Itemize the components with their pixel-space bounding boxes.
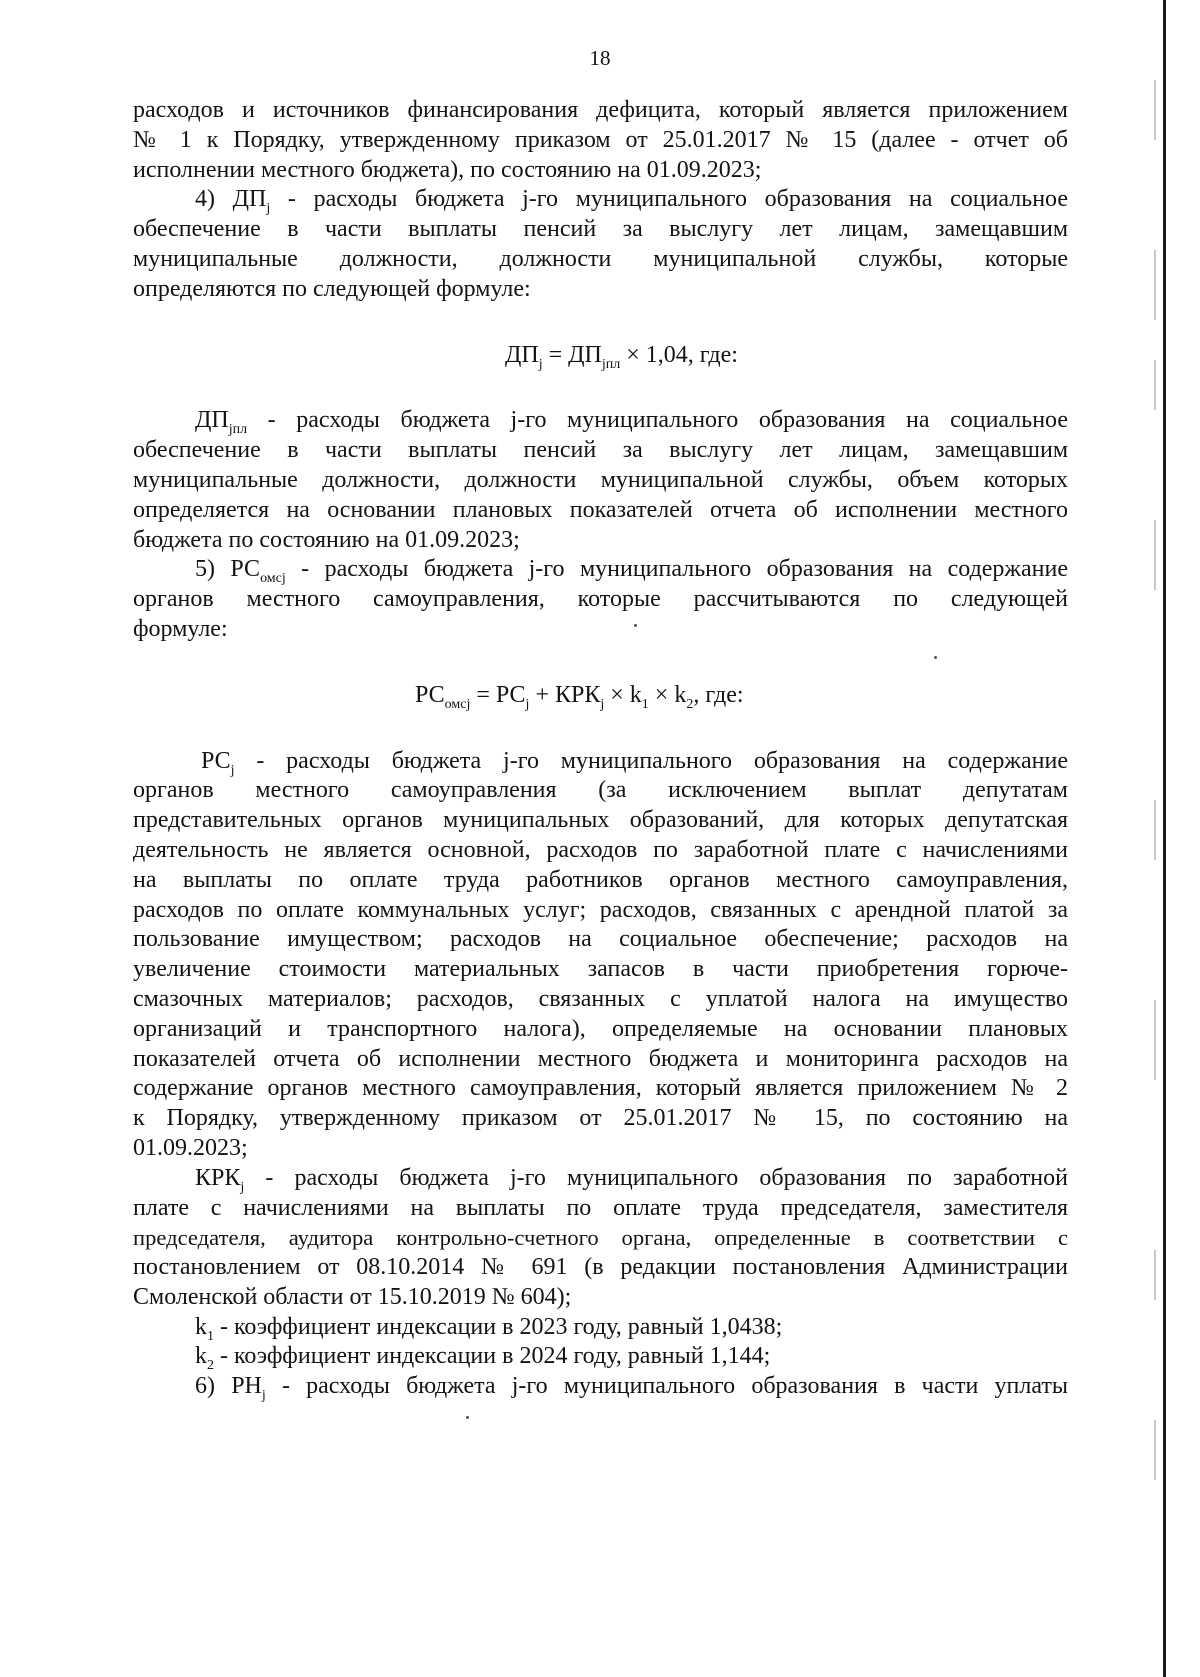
text-line: муниципальные должности, должности муниципальной службы, объем которых — [133, 466, 1068, 493]
text-line: председателя, аудитора контрольно-счетного органа, определенные в соответствии с — [133, 1225, 1068, 1251]
formula-rs: $РС_{омсj} = РС_j + КРК_j \times k_1 \times k_2$, где: — [415, 681, 744, 712]
text-line: определяются по следующей формуле: — [133, 275, 531, 302]
text-line: Смоленской области от 15.10.2019 № 604); — [133, 1283, 572, 1310]
text-line: обеспечение в части выплаты пенсий за выслугу лет лицам, замещавшим — [133, 437, 1068, 464]
paragraph-rs-definition — [133, 747, 1068, 1164]
text-line: органов местного самоуправления (за исключением выплат депутатам — [133, 777, 1068, 804]
text-line: 5) $РС_{омсj}$ - расходы бюджета j-го муниципального образования на содержание — [195, 556, 1069, 587]
text-line: 6) $РН_j$ - расходы бюджета j-го муниципального образования в части уплаты — [195, 1373, 1069, 1404]
coefficient-k1: $k_1$ - коэффициент индексации в 2023 году, равный 1,0438; — [195, 1313, 783, 1344]
text-line: определяется на основании плановых показателей отчета об исполнении местного — [133, 496, 1068, 523]
text-line: 01.09.2023; — [133, 1134, 248, 1161]
text-line: № 1 к Порядку, утвержденному приказом от 25.01.2017 № 15 (далее - отчет об — [133, 126, 1068, 153]
text-line: пользование имуществом; расходов на социальное обеспечение; расходов на — [133, 926, 1068, 953]
text-line: к Порядку, утвержденному приказом от 25.01.2017 № 15, по состоянию на — [133, 1105, 1068, 1132]
paragraph-dp-definition — [133, 406, 1068, 555]
text-line: смазочных материалов; расходов, связанных с уплатой налога на имущество — [133, 985, 1068, 1012]
text-line: представительных органов муниципальных образований, для которых депутатская — [133, 807, 1068, 834]
text-line: на выплаты по оплате труда работников органов местного самоуправления, — [133, 866, 1068, 893]
text-line: исполнении местного бюджета), по состоянию на 01.09.2023; — [133, 156, 762, 183]
scan-speck — [934, 656, 937, 659]
text-line: расходов и источников финансирования дефицита, который является приложением — [133, 97, 1068, 123]
text-line: $ДП_{jпл}$ - расходы бюджета j-го муниципального образования на социальное — [195, 407, 1068, 438]
paragraph-item-4 — [133, 185, 1068, 304]
document-body — [133, 96, 1068, 1402]
text-line: 4) $ДП_j$ - расходы бюджета j-го муниципального образования на социальное — [195, 186, 1069, 217]
text-line: расходов по оплате коммунальных услуг; расходов, связанных с арендной платой за — [133, 896, 1068, 923]
formula-dp: $ДП_j = ДП_{jпл} \times 1,04$, где: — [505, 341, 738, 372]
text-line: содержание органов местного самоуправления, который является приложением № 2 — [133, 1075, 1068, 1102]
text-line: плате с начислениями на выплаты по оплате труда председателя, заместителя — [133, 1194, 1068, 1221]
text-line: органов местного самоуправления, которые рассчитываются по следующей — [133, 586, 1068, 613]
text-line: $КРК_j$ - расходы бюджета j-го муниципального образования по заработной — [195, 1164, 1068, 1195]
text-line: организаций и транспортного налога), определяемые на основании плановых — [133, 1015, 1068, 1042]
text-line: муниципальные должности, должности муниципальной службы, которые — [133, 245, 1068, 272]
page-number: 18 — [589, 46, 611, 70]
text-line: бюджета по состоянию на 01.09.2023; — [133, 526, 520, 553]
coefficient-k2: $k_2$ - коэффициент индексации в 2024 году, равный 1,144; — [195, 1343, 771, 1374]
text-line: $РС_j$ - расходы бюджета j-го муниципального образования на содержание — [201, 747, 1068, 778]
paragraph-item-5 — [133, 555, 1068, 644]
text-line: деятельность не является основной, расходов по заработной плате с начислениями — [133, 836, 1068, 863]
text-line: показателей отчета об исполнении местного бюджета и мониторинга расходов на — [133, 1045, 1068, 1072]
scan-speck — [466, 1416, 469, 1419]
page-edge-border — [1163, 0, 1166, 1677]
paragraph-continuation — [133, 96, 1068, 185]
text-line: постановлением от 08.10.2014 № 691 (в редакции постановления Администрации — [133, 1254, 1068, 1281]
scan-speck — [634, 624, 637, 627]
paragraph-krk-definition — [133, 1164, 1068, 1313]
text-line: формуле: — [133, 615, 228, 642]
text-line: увеличение стоимости материальных запасов в части приобретения горюче- — [133, 956, 1068, 983]
paragraph-item-6 — [133, 1372, 1068, 1402]
text-line: обеспечение в части выплаты пенсий за выслугу лет лицам, замещавшим — [133, 216, 1068, 243]
